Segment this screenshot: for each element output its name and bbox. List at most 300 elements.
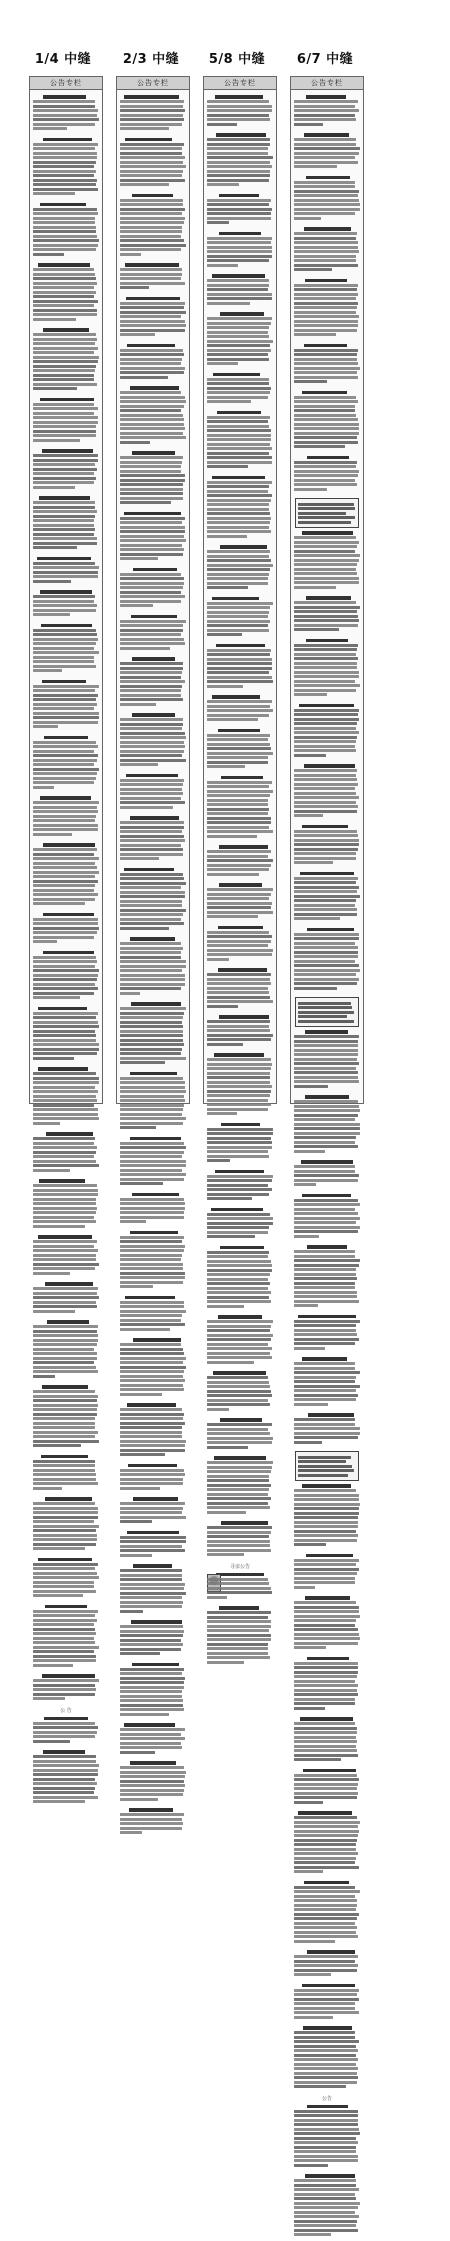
text-line [207,1150,268,1153]
text-line [207,217,271,220]
text-line [294,852,356,855]
text-line [120,718,183,721]
text-line [120,1780,184,1783]
text-line [294,405,355,408]
text-line [33,1189,98,1192]
text-line [120,1012,184,1015]
text-line [120,414,183,417]
text-line [207,1352,270,1355]
text-line [294,199,359,202]
text-line [294,619,359,622]
text-line [120,1113,182,1116]
notice-heading [220,545,266,549]
text-line [294,1702,355,1705]
text-line [294,1521,358,1524]
text-line [120,553,183,556]
text-line [120,1164,186,1167]
text-line [120,526,185,529]
notice-heading [124,868,174,872]
text-line [33,226,96,229]
text-line [207,246,272,249]
text-line [294,2031,355,2034]
text-line [120,1258,181,1261]
text-line [120,161,183,164]
notice-heading [133,1564,172,1568]
text-line [120,732,185,735]
text-line [120,848,183,851]
text-line [33,1796,98,1799]
text-line [207,297,272,300]
text-line [33,486,75,489]
notice-heading [41,1455,88,1459]
text-line [33,1567,95,1570]
text-line [33,1146,97,1149]
notice-heading [303,2026,352,2030]
text-line [33,656,94,659]
text-line [33,1137,95,1140]
text-line [207,429,271,432]
text-line [120,582,184,585]
text-line [294,1899,357,1902]
text-line [33,1576,99,1579]
text-line [207,503,269,506]
text-line [33,1764,99,1767]
text-line [207,850,271,853]
text-line [120,535,184,538]
text-line [120,1502,185,1505]
text-line [120,1413,184,1416]
text-line [294,255,356,258]
text-line [33,669,62,672]
text-line [294,1969,357,1972]
text-line [207,756,268,759]
text-line [207,911,273,914]
text-line [207,1090,271,1093]
text-line [120,109,185,112]
text-line [120,1057,186,1060]
text-line [294,1221,356,1224]
text-line [120,376,168,379]
text-line [294,2054,356,2057]
notice-heading [218,729,260,733]
text-line [207,335,269,338]
text-line [120,1625,183,1628]
text-line [207,1025,269,1028]
text-line [207,781,272,784]
text-line [294,982,357,985]
text-line [294,194,358,197]
text-line [294,156,355,159]
text-line [120,1775,185,1778]
text-line [294,987,337,990]
text-line [120,1831,142,1834]
text-line [294,895,360,898]
text-line [207,826,269,829]
notice-heading [305,1095,349,1099]
text-line [120,441,150,444]
text-line [120,1516,186,1519]
text-line [294,913,357,916]
text-line [33,992,94,995]
text-line [294,2211,355,2214]
text-line [294,1577,355,1580]
text-line [294,2197,356,2200]
text-line [294,1347,325,1350]
text-line [207,1661,244,1664]
text-line [207,1403,270,1406]
text-line [120,253,141,256]
text-line [294,1671,358,1674]
text-line [207,1226,269,1229]
text-line [294,978,359,981]
notice-heading [219,194,259,198]
text-line [33,922,98,925]
text-line [33,609,96,612]
text-line [33,1520,94,1523]
text-line [120,1240,182,1243]
text-line [120,1482,183,1485]
notice-heading [302,1357,347,1361]
text-line [207,362,238,365]
text-line [120,951,181,954]
text-line [207,1616,268,1619]
text-line [298,507,355,510]
text-line [207,1128,273,1131]
text-line [294,2150,356,2153]
text-line [294,1633,359,1636]
notice-column-3 [203,76,277,1570]
text-line [294,1973,331,1976]
text-line [294,946,358,949]
text-line [294,1150,325,1153]
text-line [294,1071,358,1074]
text-line [207,1446,248,1449]
text-line [207,1578,268,1581]
text-line [33,759,97,762]
text-line [120,1578,182,1581]
text-line [33,1740,70,1743]
text-line [120,947,183,950]
text-line [120,1648,181,1651]
text-line [294,1843,356,1846]
text-line [120,1444,185,1447]
text-line [207,109,272,112]
text-line [294,1834,358,1837]
text-line [120,667,183,670]
text-line [294,380,327,383]
text-line [120,497,183,500]
text-line [33,927,99,930]
text-line [33,1688,96,1691]
text-line [294,1183,316,1186]
text-line [33,546,77,549]
notice-heading [130,1137,181,1141]
text-line [294,1403,328,1406]
notice-heading [38,1067,88,1071]
text-line [33,1090,98,1093]
text-line [294,1441,322,1444]
text-line [207,1544,270,1547]
text-line [120,676,181,679]
text-line [33,745,98,748]
text-line [120,595,185,598]
text-line [207,264,238,267]
text-line [294,1516,358,1519]
text-line [294,1123,360,1126]
text-line [33,1122,60,1125]
text-line [294,418,358,421]
text-line [33,866,97,869]
text-line [120,174,182,177]
text-line [120,143,184,146]
text-line [120,698,183,701]
text-line [33,369,95,372]
text-line [207,358,269,361]
text-line [207,1193,269,1196]
text-line [207,1034,273,1037]
text-line [294,1989,359,1992]
text-line [294,1662,358,1665]
text-line [120,1746,182,1749]
text-line [33,721,98,724]
notice-heading [217,411,261,415]
text-line [294,2067,358,2070]
text-line [120,788,182,791]
text-line [294,123,323,126]
text-line [207,461,272,464]
text-line [120,642,185,645]
text-line [33,595,95,598]
text-line [294,857,356,860]
text-line [294,143,356,146]
text-line [33,506,95,509]
text-line [294,689,356,692]
text-line [294,653,356,656]
text-line [294,1498,359,1501]
text-line [33,1460,95,1463]
text-line [294,680,355,683]
text-line [33,1052,97,1055]
text-line [120,745,185,748]
text-line [207,490,268,493]
text-line [120,1686,184,1689]
text-line [294,1100,358,1103]
text-line [207,1432,270,1435]
text-line [120,1122,183,1125]
text-line [33,1263,99,1266]
text-line [33,244,98,247]
text-line [120,548,184,551]
text-line [294,536,356,539]
text-line [294,1333,357,1336]
text-line [207,326,269,329]
text-line [294,973,356,976]
text-line [294,367,360,370]
text-line [207,817,271,820]
text-line [294,805,358,808]
text-line [120,1507,183,1510]
text-line [120,1672,182,1675]
notice-heading [43,95,85,99]
text-line [294,1127,360,1130]
notice-heading [130,1231,178,1235]
text-line [294,774,356,777]
text-line [294,2007,355,2010]
text-line [294,1255,355,1258]
text-line [33,304,94,307]
text-line [294,2132,360,2135]
text-line [33,566,99,569]
text-line [33,170,96,173]
text-line [294,2179,356,2182]
text-line [33,940,57,943]
text-line [207,586,248,589]
text-line [33,1399,97,1402]
text-line [120,1211,184,1214]
text-line [294,2155,358,2158]
text-line [120,1408,182,1411]
text-line [33,1211,96,1214]
text-line [120,620,186,623]
text-line [294,713,358,716]
text-line [294,709,359,712]
column-header: 公告专栏 [291,77,363,90]
notice-heading [221,1123,260,1127]
text-line [120,591,181,594]
text-line [207,387,271,390]
text-line [294,1389,356,1392]
text-line [33,1529,96,1532]
text-line [294,2016,333,2019]
notice-column-2 [116,76,190,1104]
text-line [294,1866,359,1869]
text-line [120,273,182,276]
text-line [294,568,356,571]
text-line [120,396,185,399]
text-line [33,416,98,419]
text-line [120,671,182,674]
text-line [120,1267,183,1270]
text-line [294,1783,358,1786]
text-line [33,230,96,233]
text-line [207,1291,271,1294]
notice-heading [45,1282,93,1286]
text-line [294,2081,357,2084]
text-line [33,147,95,150]
text-line [33,1240,97,1243]
notice-heading [307,2105,348,2109]
text-line [294,1203,360,1206]
text-line [294,917,340,920]
text-line [33,1169,70,1172]
text-line [120,1323,185,1326]
text-line [120,1728,185,1731]
text-line [120,152,182,155]
text-line [120,311,186,314]
text-line [207,1497,271,1500]
notice-heading [306,1554,354,1558]
text-line [120,1272,185,1275]
text-line [207,991,269,994]
text-line [120,235,181,238]
text-line [294,1926,357,1929]
text-line [294,1680,355,1683]
text-line [120,1285,153,1288]
text-line [207,1347,272,1350]
text-line [294,297,356,300]
closing-label: 公 告 [60,1707,72,1714]
text-line [294,1922,355,1925]
text-line [33,338,97,341]
text-line [33,1760,96,1763]
text-line [33,217,95,220]
text-line [33,1632,96,1635]
text-line [207,1423,272,1426]
text-line [294,740,356,743]
text-line [207,718,258,721]
text-line [207,302,250,305]
text-line [294,1931,356,1934]
text-line [120,488,183,491]
text-line [294,601,356,604]
text-line [207,835,257,838]
notice-heading [304,1881,350,1885]
text-line [207,123,237,126]
notice-heading [300,872,354,876]
text-line [120,577,184,580]
text-line [120,1108,183,1111]
text-line [294,1848,356,1851]
text-line [294,908,357,911]
notice-heading [43,1750,85,1754]
text-line [120,1574,182,1577]
text-line [33,1650,94,1653]
text-line [33,1572,97,1575]
text-line [33,1473,96,1476]
text-line [294,1342,355,1345]
text-line [33,347,98,350]
text-line [120,118,184,121]
text-line [294,1109,360,1112]
text-line [33,143,98,146]
text-line [294,1427,360,1430]
text-line [33,360,98,363]
text-line [294,470,359,473]
text-line [33,1628,95,1631]
text-line [120,1699,183,1702]
text-line [294,1385,360,1388]
text-line [33,515,95,518]
text-line [207,1361,254,1364]
notice-heading [307,456,350,460]
text-line [294,2049,358,2052]
text-line [120,647,170,650]
text-line [294,1886,355,1889]
text-line [33,1370,98,1373]
text-line [33,1395,98,1398]
text-line [294,861,333,864]
text-line [120,170,183,173]
text-line [120,1417,183,1420]
text-line [33,754,98,757]
text-line [294,1179,358,1182]
text-line [294,559,359,562]
text-line [207,1502,268,1505]
text-line [207,284,269,287]
text-line [33,853,94,856]
text-line [207,620,270,623]
notice-heading [133,1497,177,1501]
